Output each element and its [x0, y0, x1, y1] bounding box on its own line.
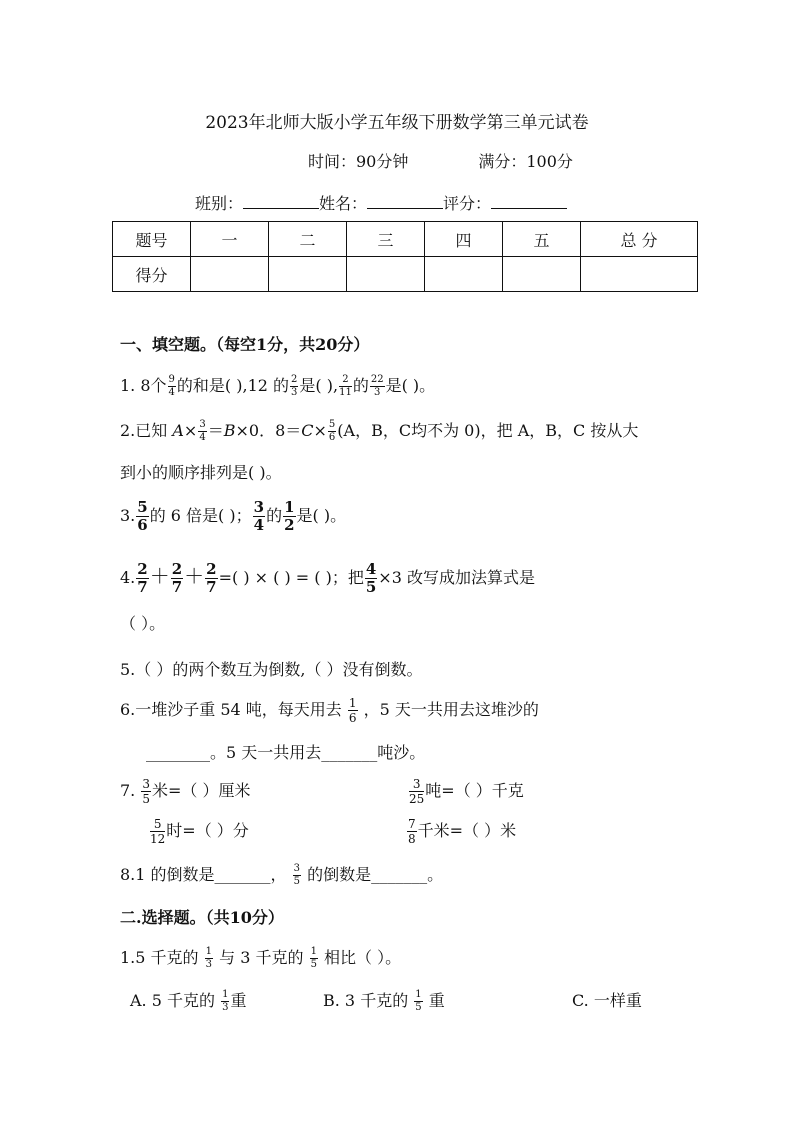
fraction: $\frac{9}{4}$ — [168, 374, 175, 398]
name-blank[interactable] — [367, 194, 443, 209]
name-label: 姓名： — [319, 194, 368, 213]
table-cell: 四 — [425, 222, 503, 257]
q-text: 是( )。 — [385, 376, 436, 395]
fraction: $\frac{2}{3}$ — [291, 374, 298, 398]
fraction: $\frac{3}{5}$ — [142, 777, 150, 806]
question-2: 2.已知 A× $\frac{3}{4}$ ＝B×0．8＝C× $\frac{5}{6}$ (A，B，C均不为 0)，把 A，B，C 按从大 — [120, 419, 639, 443]
fraction: $\frac{1}{3}$ — [222, 989, 229, 1013]
question-6: 6.一堆沙子重 54 吨，每天用去 $\frac{1}{6}$ ，5 天一共用去这堆沙的 — [120, 696, 539, 725]
fraction: $\frac{2}{11}$ — [339, 374, 352, 398]
section2-heading: 二.选择题。（共10分） — [120, 908, 284, 927]
fraction: $\frac{1}{5}$ — [415, 989, 422, 1013]
full-score: 满分：100分 — [478, 152, 573, 171]
fraction: $\frac{1}{5}$ — [310, 946, 317, 970]
exam-meta — [308, 149, 573, 172]
choice-question-1: 1.5 千克的 $\frac{1}{3}$ 与 3 千克的 $\frac{1}{5}$ 相比（ ）。 — [120, 946, 402, 970]
fraction: $\frac{1}{6}$ — [348, 696, 357, 725]
question-8: 8.1 的倒数是_______， $\frac{3}{5}$ 的倒数是_______。 — [120, 863, 444, 887]
score-label: 评分： — [443, 194, 492, 213]
table-cell: 三 — [347, 222, 425, 257]
score-cell[interactable] — [191, 257, 269, 292]
question-7-c: $\frac{5}{12}$ 时=（ ）分 — [150, 817, 249, 846]
question-1 — [120, 373, 435, 398]
q-text: 是( ), — [299, 376, 339, 395]
score-cell[interactable] — [425, 257, 503, 292]
question-3: 3. $\frac{5}{6}$ 的 6 倍是( )； $\frac{3}{4}$ 的 $\frac{1}{2}$ 是( )。 — [120, 498, 347, 534]
fraction: $\frac{2}{7}$ — [137, 560, 148, 596]
question-6-line2: ________。5 天一共用去_______吨沙。 — [146, 743, 426, 762]
question-4: 4. $\frac{2}{7}$ ＋ $\frac{2}{7}$ ＋ $\frac{2}{7}$ =( ) × ( ) = ( )；把 $\frac{4}{5}$ ×3 改写成加法算式是 — [120, 560, 535, 596]
fraction: $\frac{5}{6}$ — [328, 419, 336, 443]
student-info — [195, 191, 567, 214]
score-cell[interactable] — [581, 257, 698, 292]
fraction: $\frac{1}{3}$ — [205, 946, 213, 970]
question-7-d: $\frac{7}{8}$ 千米=（ ）米 — [408, 817, 517, 846]
fraction: $\frac{3}{4}$ — [199, 419, 206, 443]
fraction: $\frac{2}{7}$ — [171, 560, 183, 596]
question-5: 5.（ ）的两个数互为倒数,（ ）没有倒数。 — [120, 660, 423, 679]
q-text: 1. 8个 — [120, 376, 167, 395]
table-cell: 二 — [269, 222, 347, 257]
score-cell[interactable] — [503, 257, 581, 292]
q-text: 的 — [352, 376, 369, 395]
table-row — [113, 257, 698, 292]
table-cell: 得分 — [113, 257, 191, 292]
page-title: 2023年北师大版小学五年级下册数学第三单元试卷 — [205, 113, 589, 133]
table-cell: 总 分 — [581, 222, 698, 257]
score-table — [112, 221, 698, 292]
fraction: $\frac{7}{8}$ — [408, 817, 416, 846]
fraction: $\frac{3}{25}$ — [409, 777, 425, 806]
fraction: $\frac{5}{12}$ — [150, 817, 166, 846]
q-text: 的和是( ),12 的 — [176, 376, 290, 395]
table-cell: 五 — [503, 222, 581, 257]
score-cell[interactable] — [347, 257, 425, 292]
section1-heading: 一、填空题。（每空1分，共20分） — [120, 335, 370, 354]
score-cell[interactable] — [269, 257, 347, 292]
table-cell: 题号 — [113, 222, 191, 257]
class-label: 班别： — [195, 194, 244, 213]
table-cell: 一 — [191, 222, 269, 257]
option-b[interactable]: B. 3 千克的 $\frac{1}{5}$ 重 — [323, 989, 445, 1013]
fraction: $\frac{4}{5}$ — [365, 560, 377, 596]
question-2-line2: 到小的顺序排列是( )。 — [120, 463, 282, 482]
time-limit: 时间：90分钟 — [308, 152, 409, 171]
class-blank[interactable] — [243, 194, 319, 209]
score-blank[interactable] — [491, 194, 567, 209]
option-c[interactable]: C. 一样重 — [572, 991, 642, 1010]
fraction: $\frac{3}{5}$ — [293, 863, 301, 887]
fraction: $\frac{2}{7}$ — [206, 560, 217, 596]
question-7-b: $\frac{3}{25}$ 吨=（ ）千克 — [409, 777, 524, 806]
question-4-line2: （ ）。 — [120, 614, 166, 633]
table-row — [113, 222, 698, 257]
fraction: $\frac{22}{3}$ — [370, 374, 384, 398]
fraction: $\frac{5}{6}$ — [137, 498, 148, 534]
option-a[interactable]: A. 5 千克的 $\frac{1}{3}$ 重 — [130, 989, 247, 1013]
fraction: $\frac{1}{2}$ — [284, 498, 295, 534]
question-7-a: 7. $\frac{3}{5}$ 米=（ ）厘米 — [120, 777, 251, 806]
fraction: $\frac{3}{4}$ — [253, 498, 265, 534]
